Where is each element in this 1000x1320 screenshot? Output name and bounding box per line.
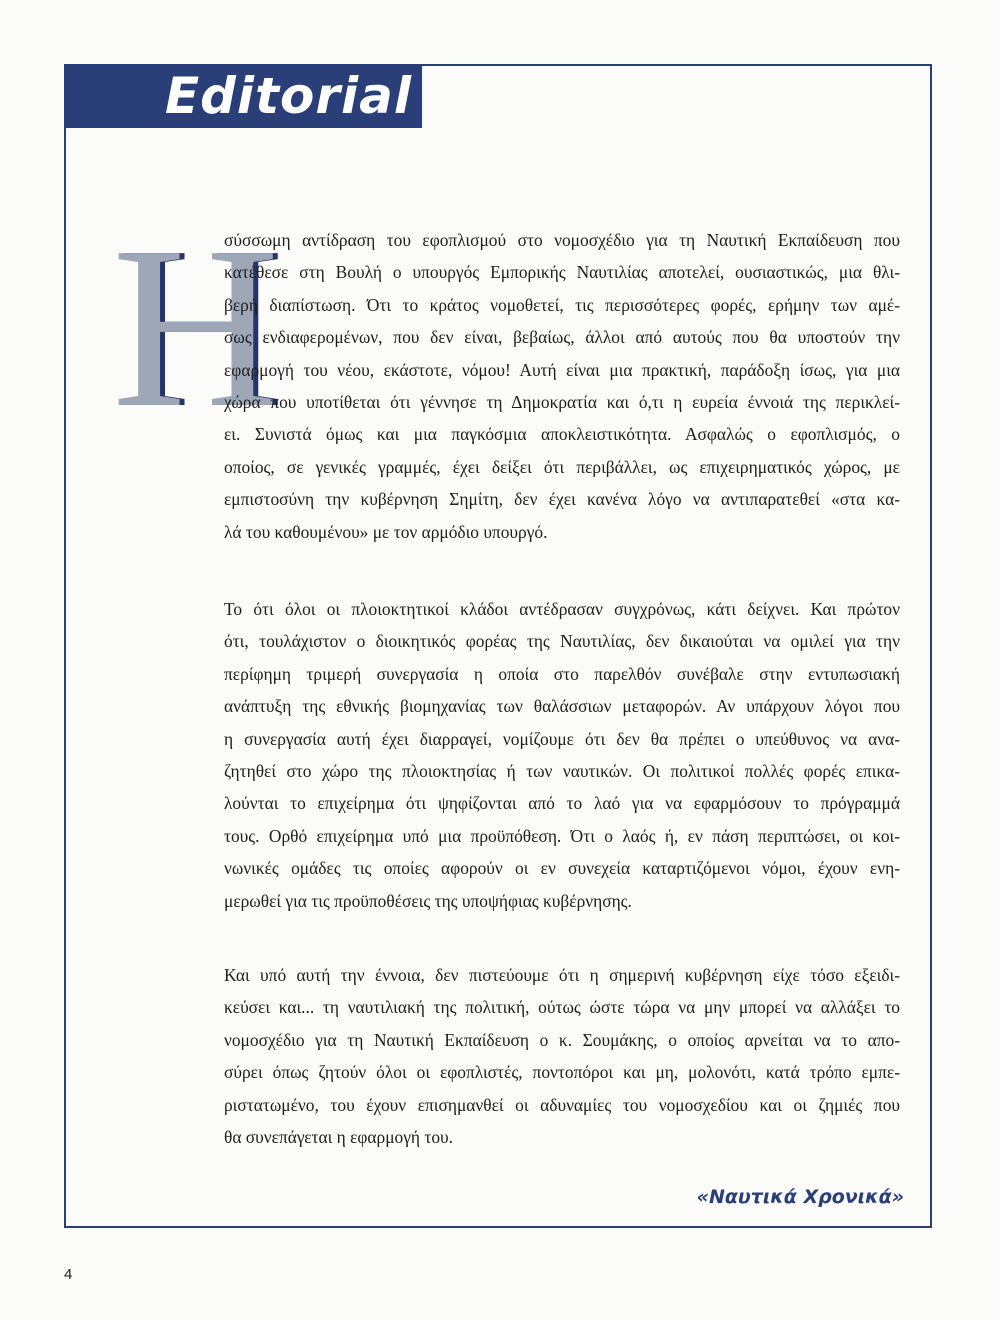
- text-line: σύσσωμη αντίδραση του εφοπλισμού στο νομοσχέδιο για τη Ναυτική Εκπαίδευση που: [224, 230, 900, 250]
- text-line: ει. Συνιστά όμως και μια παγκόσμια αποκλειστικότητα. Ασφαλώς ο εφοπλισμός, ο: [224, 424, 900, 445]
- paragraph-1: [224, 224, 900, 548]
- text-line: νωνικές ομάδες τις οποίες αφορούν οι εν συνεχεία καταρτιζόμενοι νόμοι, έχουν ενη-: [224, 858, 900, 879]
- text-line: ανάπτυξη της εθνικής βιομηχανίας των θαλάσσιων μεταφορών. Αν υπάρχουν λόγοι που: [224, 696, 900, 717]
- text-line: ζητηθεί στο χώρο της πλοιοκτησίας ή των ναυτικών. Οι πολιτικοί πολλές φορές επικα-: [224, 760, 900, 781]
- page-title: Editorial: [164, 67, 412, 125]
- text-line: εφαρμογή του νέου, εκάστοτε, νόμου! Αυτή είναι μια πρακτική, παράδοξη ίσως, για μια: [224, 359, 900, 380]
- text-line: ριστατωμένο, του έχουν επισημανθεί οι αδυναμίες του νομοσχεδίου και οι ζημιές που: [224, 1094, 900, 1115]
- text-line: η συνεργασία αυτή έχει διαρραγεί, νομίζουμε ότι δεν θα πρέπει ο υπεύθυνος να ανα-: [224, 728, 900, 749]
- text-line: σως ενδιαφερομένων, που δεν είναι, βεβαίως, άλλοι από αυτούς που θα υποστούν την: [224, 327, 900, 348]
- text-line: κεύσει και... τη ναυτιλιακή της πολιτική, ούτως ώστε τώρα να μην μπορεί να αλλάξει το: [224, 997, 900, 1018]
- text-line: λά του καθουμένου» με τον αρμόδιο υπουργό.: [224, 521, 548, 542]
- text-line: μερωθεί για τις προϋποθέσεις της υποψήφιας κυβέρνησης.: [224, 890, 632, 911]
- text-line: εμπιστοσύνη την κυβέρνηση Σημίτη, δεν έχει κανένα λόγο να αντιπαρατεθεί «στα κα-: [224, 489, 900, 510]
- text-line: λούνται το επιχείρημα ότι ψηφίζονται από το λαό για να εφαρμόσουν το πρόγραμμά: [224, 793, 900, 814]
- text-line: οποίος, σε γενικές γραμμές, έχει δείξει ότι περιβάλλει, ως επιχειρηματικός χώρος, με: [224, 456, 900, 477]
- text-line: χώρα που υποτίθεται ότι γέννησε τη Δημοκρατία και ό,τι η ευρεία έννοιά της περικλεί-: [224, 391, 900, 412]
- text-line: βερή διαπίστωση. Ότι το κράτος νομοθετεί, τις περισσότερες φορές, ερήμην των αμέ-: [224, 294, 900, 315]
- paragraph-2: [224, 593, 900, 917]
- text-line: θα συνεπάγεται η εφαρμογή του.: [224, 1126, 454, 1147]
- paragraph-3: [224, 959, 900, 1153]
- text-line: σύρει όπως ζητούν όλοι οι εφοπλιστές, ποντοπόροι και μη, μολονότι, κατά τρόπο εμπε-: [224, 1062, 900, 1083]
- text-line: Το ότι όλοι οι πλοιοκτητικοί κλάδοι αντέδρασαν συγχρόνως, κάτι δείχνει. Και πρώτον: [224, 599, 900, 619]
- text-line: Και υπό αυτή την έννοια, δεν πιστεύουμε ότι η σημερινή κυβέρνηση είχε τόσο εξειδι-: [224, 965, 900, 985]
- drop-cap: Η: [112, 199, 280, 456]
- text-line: περίφημη τριμερή συνεργασία η οποία στο παρελθόν συνέβαλε στην εντυπωσιακή: [224, 663, 900, 684]
- signature: «Ναυτικά Χρονικά»: [696, 1186, 904, 1208]
- text-line: ότι, τουλάχιστον ο διοικητικός φορέας της Ναυτιλίας, δεν δικαιούται να ομιλεί για την: [224, 631, 900, 652]
- editorial-banner: [64, 64, 422, 128]
- page-number: 4: [64, 1266, 73, 1283]
- text-line: νομοσχέδιο για τη Ναυτική Εκπαίδευση ο κ. Σουμάκης, ο οποίος αρνείται να το απο-: [224, 1029, 900, 1050]
- text-line: κατέθεσε στη Βουλή ο υπουργός Εμπορικής Ναυτιλίας αποτελεί, ουσιαστικώς, μια θλι-: [224, 262, 900, 283]
- text-line: τους. Ορθό επιχείρημα υπό μια προϋπόθεση. Ότι ο λαός ή, εν πάση περιπτώσει, οι κοι-: [224, 825, 900, 846]
